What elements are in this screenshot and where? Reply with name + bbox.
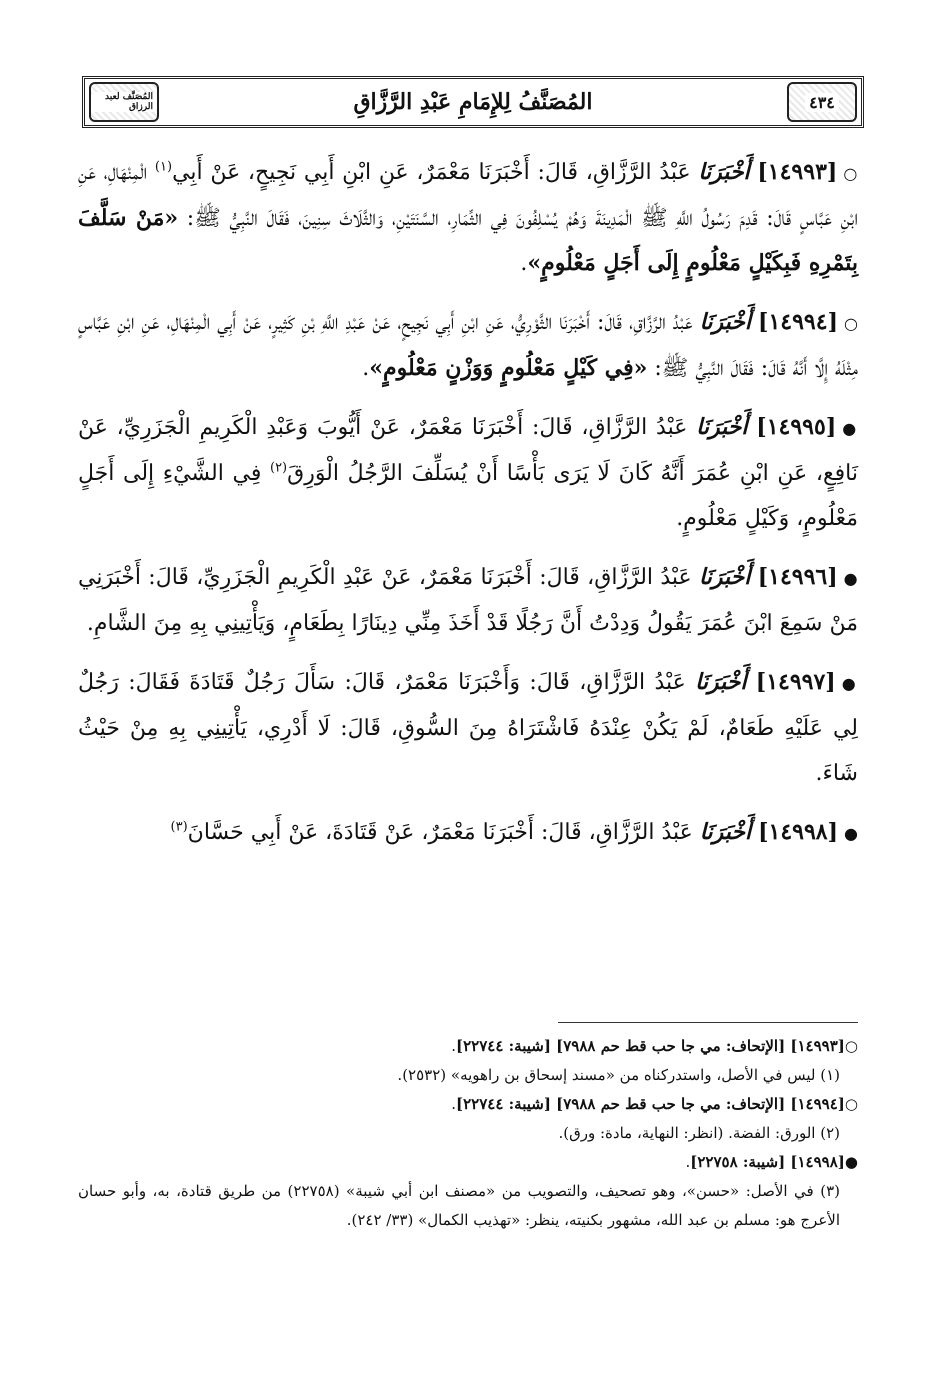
footnote-source-14993 [78, 1032, 858, 1061]
akhbarana: أَخْبَرَنَا [699, 309, 751, 335]
page-header [82, 76, 864, 128]
source-tag: [١٤٩٩٣] [الإتحاف: مي جا حب قط حم ٧٩٨٨] [شيبة: ٢٢٧٤٤] [455, 1037, 845, 1055]
footnote-3 [78, 1177, 858, 1235]
hadith-number: [١٤٩٩٦] [757, 564, 838, 590]
hadith-marker: ○ [843, 164, 858, 183]
hadith-14994 [78, 300, 858, 391]
footnote-ref[interactable]: (١) [154, 159, 173, 175]
main-text [78, 150, 858, 870]
akhbarana: أَخْبَرَنَا [695, 669, 747, 695]
hadith-text: عَبْدُ الرَّزَّاقِ، قَالَ: أَخْبَرَنَا مَعْمَرٌ، عَنْ قَتَادَةَ، عَنْ أَبِي حَسَّانَ [187, 820, 693, 845]
hadith-number: [١٤٩٩٣] [757, 159, 838, 185]
source-end: . [451, 1037, 456, 1055]
footnote-1 [78, 1061, 858, 1090]
hadith-end: . [362, 356, 370, 381]
hadith-text: عَبْدُ الرَّزَّاقِ، قَالَ: وَأَخْبَرَنَا مَعْمَرٌ، قَالَ: سَأَلَ رَجُلٌ قَتَادَةَ فَقَالَ: رَجُلٌ لِي عَلَيْهِ طَعَامٌ، لَمْ يَكُنْ عِنْدَهُ فَاشْتَرَاهُ مِنَ السُّوقِ، قَالَ: لَا أَدْرِي، يَأْتِينِي بِهِ مِنْ حَيْثُ شَاءَ. [78, 670, 858, 786]
footnotes [78, 1032, 858, 1235]
hadith-14993 [78, 150, 858, 286]
emblem-ornament [89, 82, 159, 122]
hadith-number: [١٤٩٩٤] [758, 309, 838, 335]
footnote-text: (١) ليس في الأصل، واستدركناه من «مسند إسحاق بن راهويه» (٢٥٣٢). [397, 1066, 840, 1084]
footnote-2 [78, 1119, 858, 1148]
source-marker: ○ [844, 1095, 858, 1113]
hadith-number: [١٤٩٩٧] [755, 669, 836, 695]
footnote-text: (٣) في الأصل: «حسن»، وهو تصحيف، والتصويب من «مصنف ابن أبي شيبة» (٢٢٧٥٨) من طريق قتادة، به، وأبو حسان الأعرج هو: مسلم بن عبد الله، مشهور بكنيته، ينظر: «تهذيب الكمال» (٣٣/ ٢٤٢). [78, 1182, 840, 1229]
book-title: المُصَنَّفُ لِلإِمَامِ عَبْدِ الرَّزَّاقِ [353, 89, 593, 115]
hadith-marker: ● [842, 419, 858, 438]
hadith-quote: «فِي كَيْلٍ مَعْلُومٍ وَوَزْنٍ مَعْلُومٍ» [369, 355, 648, 381]
hadith-end: . [520, 251, 528, 276]
akhbarana: أَخْبَرَنَا [696, 414, 748, 440]
hadith-14997 [78, 660, 858, 796]
akhbarana: أَخْبَرَنَا [699, 819, 752, 845]
hadith-14996 [78, 555, 858, 646]
footnote-divider [558, 1022, 858, 1023]
hadith-number: [١٤٩٩٨] [758, 819, 839, 845]
hadith-text: عَبْدُ الرَّزَّاقِ، قَالَ: أَخْبَرَنَا الثَّوْرِيُّ، عَنِ ابْنِ أَبِي نَجِيحٍ، عَنْ عَبْدِ اللَّهِ بْنِ كَثِيرٍ، عَنْ أَبِي الْمِنْهَالِ، عَنِ ابْنِ عَبَّاسٍ مِثْلَهُ إِلَّا أَنَّهُ قَالَ: فَقَالَ النَّبِيُّ ﷺ: [78, 310, 858, 381]
source-marker: ○ [844, 1037, 858, 1055]
hadith-text-cont: الْمِنْهَالِ، عَنِ ابْنِ عَبَّاسٍ قَالَ: قَدِمَ رَسُولُ اللَّهِ ﷺ الْمَدِينَةَ وَهُمْ يُسْلِفُونَ فِي الثِّمَارِ، السَّنَتَيْنِ، وَالثَّلَاثَ سِنِينَ، فَقَالَ النَّبِيُّ ﷺ: [78, 160, 858, 231]
hadith-quote: «مَنْ سَلَّفَ بِتَمْرِهِ فَبِكَيْلٍ مَعْلُومٍ إِلَى أَجَلٍ مَعْلُومٍ» [78, 205, 858, 276]
hadith-number: [١٤٩٩٥] [756, 414, 837, 440]
footnote-source-14998 [78, 1148, 858, 1177]
footnote-ref[interactable]: (٣) [170, 819, 188, 835]
emblem-text: المُصَنَّف لعبد الرزاق [91, 92, 157, 112]
page-number: ٤٣٤ [805, 93, 839, 112]
hadith-14995 [78, 405, 858, 541]
hadith-text: عَبْدُ الرَّزَّاقِ، قَالَ: أَخْبَرَنَا مَعْمَرٌ، عَنِ ابْنِ أَبِي نَجِيحٍ، عَنْ أَبِي [172, 160, 691, 185]
akhbarana: أَخْبَرَنَا [698, 159, 750, 185]
footnote-source-14994 [78, 1090, 858, 1119]
source-tag: [١٤٩٩٨] [شيبة: ٢٢٧٥٨] [690, 1153, 845, 1171]
hadith-text: عَبْدُ الرَّزَّاقِ، قَالَ: أَخْبَرَنَا مَعْمَرٌ، عَنْ أَيُّوبَ وَعَبْدِ الْكَرِيمِ الْجَزَرِيِّ، عَنْ نَافِعٍ، عَنِ ابْنِ عُمَرَ أَنَّهُ كَانَ لَا يَرَى بَأْسًا أَنْ يُسَلِّفَ الرَّجُلُ الْوَرِقَ [78, 415, 859, 486]
source-end: . [451, 1095, 456, 1113]
hadith-marker: ○ [843, 314, 858, 333]
hadith-text-cont: فِي الشَّيْءِ إِلَى أَجَلٍ مَعْلُومٍ، وَكَيْلٍ مَعْلُومٍ. [78, 461, 858, 531]
hadith-marker: ● [841, 674, 858, 693]
source-end: . [685, 1153, 691, 1171]
footnote-ref[interactable]: (٢) [269, 460, 288, 476]
footnote-text: (٢) الورق: الفضة. (انظر: النهاية، مادة: ورق). [558, 1124, 840, 1142]
akhbarana: أَخْبَرَنَا [699, 564, 751, 590]
hadith-marker: ● [843, 569, 858, 588]
source-marker: ● [844, 1153, 858, 1171]
source-tag: [١٤٩٩٤] [الإتحاف: مي جا حب قط حم ٧٩٨٨] [شيبة: ٢٢٧٤٤] [455, 1095, 845, 1113]
page-number-ornament [787, 82, 857, 122]
hadith-marker: ● [844, 824, 858, 843]
hadith-14998 [78, 810, 858, 856]
hadith-text: عَبْدُ الرَّزَّاقِ، قَالَ: أَخْبَرَنَا مَعْمَرٌ، عَنْ عَبْدِ الْكَرِيمِ الْجَزَرِيِّ، قَالَ: أَخْبَرَنِي مَنْ سَمِعَ ابْنَ عُمَرَ يَقُولُ وَدِدْتُ أَنَّ رَجُلًا قَدْ أَخَذَ مِنِّي دِينَارًا بِطَعَامٍ، وَيَأْتِينِي بِهِ مِنَ الشَّامِ. [78, 565, 858, 636]
